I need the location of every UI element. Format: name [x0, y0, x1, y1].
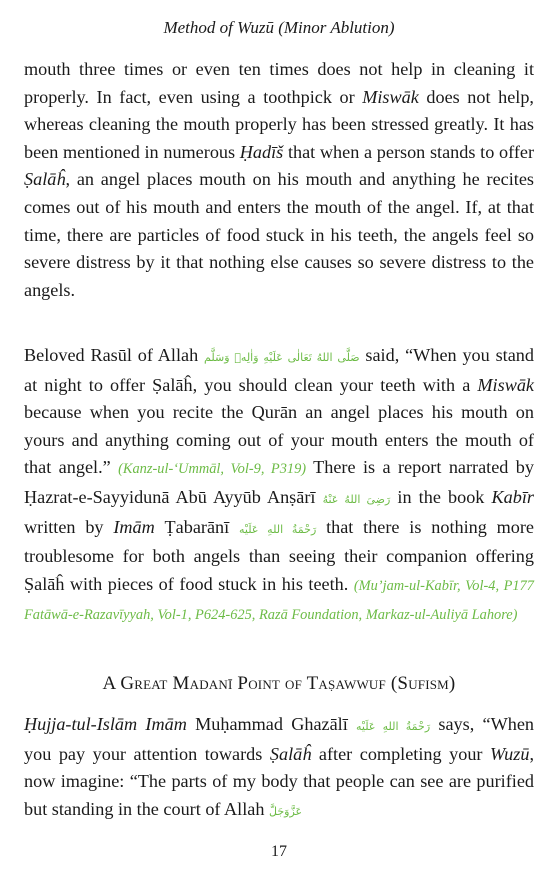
- text-span: because when you recite the Qurān an angel places his mouth on yours and anything coming out of your mouth enters the mouth of that angel.”: [24, 402, 534, 478]
- honorific-calligraphy: عَزَّوَجَلَّ: [269, 804, 303, 818]
- term-kabir: Kabīr: [491, 486, 534, 507]
- honorific-calligraphy: رَضِیَ اللهُ عَنْهُ: [322, 492, 391, 506]
- citation-kanz: (Kanz-ul-‘Ummāl, Vol-9, P319): [118, 461, 307, 478]
- text-span: that when a person stands to offer: [283, 141, 535, 162]
- honorific-calligraphy: رَحْمَةُ اللهِ عَلَيْه: [239, 522, 317, 536]
- term-imam: Imām: [113, 516, 155, 537]
- text-span: Beloved Rasūl of Allah: [24, 345, 205, 365]
- text-span: Ṭabarānī: [154, 516, 239, 537]
- text-span: after completing your: [311, 743, 491, 764]
- term-miswak: Miswāk: [477, 374, 534, 395]
- page-number: 17: [271, 843, 287, 860]
- text-span: written by: [24, 516, 114, 537]
- term-hadis: Ḥadīš: [239, 141, 284, 162]
- text-span: that there is nothing more troublesome for both angels than seeing their companion offering Ṣalāĥ with pieces of food stuck in his teeth.: [24, 516, 535, 594]
- paragraph-ghazali: [24, 711, 534, 825]
- text-span: Muḥammad Ghazālī: [186, 714, 357, 734]
- honorific-calligraphy: رَحْمَةُ اللهِ عَلَيْه: [356, 720, 431, 733]
- term-salah: Ṣalāĥ: [269, 743, 312, 764]
- running-header: Method of Wuzū (Minor Ablution): [163, 18, 395, 37]
- text-span: does not help, whereas cleaning the mouth properly has been stressed greatly. It has been mentioned in numerous: [24, 86, 534, 162]
- paragraph-mouth-cleaning: [24, 56, 534, 304]
- text-span: in the book: [390, 486, 492, 507]
- text-span: , an angel places mouth on his mouth and anything he recites comes out of his mouth and enters the mouth of the angel. If, at that time, there are particles of food stuck in his teeth, the angels feel so severe distress by it that nothing else causes so severe distress to the angels.: [24, 169, 534, 300]
- text-span: , now imagine: “The parts of my body that people can see are purified but standing in the court of Allah: [24, 743, 534, 819]
- paragraph-hadith-miswak: [24, 342, 534, 630]
- term-wuzu: Wuzū: [490, 743, 530, 764]
- term-hujja: Ḥujja-tul-Islām: [24, 714, 138, 734]
- term-salah: Ṣalāĥ: [24, 169, 66, 190]
- text-span: mouth three times or even ten times does not help in cleaning it properly. In fact, even using a toothpick or: [24, 59, 534, 107]
- section-heading: A Great Madanī Point of Taṣawwuf (Sufism): [102, 673, 456, 694]
- text-span: There is a report narrated by Ḥazrat-e-Sayyidunā Abū Ayyūb Anṣārī: [24, 457, 534, 507]
- citation-mujam: (Mu’jam-ul-Kabīr, Vol-4, P177 Fatāwā-e-Razavīyyah, Vol-1, P624-625, Razā Foundation, Markaz-ul-Auliyā Lahore): [24, 577, 534, 624]
- text-span: said, “When you stand at night to offer Ṣalāĥ, you should clean your teeth with a: [24, 345, 534, 395]
- term-miswak: Miswāk: [362, 86, 419, 107]
- term-imam: Imām: [145, 714, 187, 734]
- salutation-calligraphy: صَلَّى اللهُ تَعَالٰی عَلَيْهِ وَاٰلِهٖ وَسَلَّم: [204, 351, 360, 364]
- text-span: says, “When you pay your attention towards: [24, 714, 534, 764]
